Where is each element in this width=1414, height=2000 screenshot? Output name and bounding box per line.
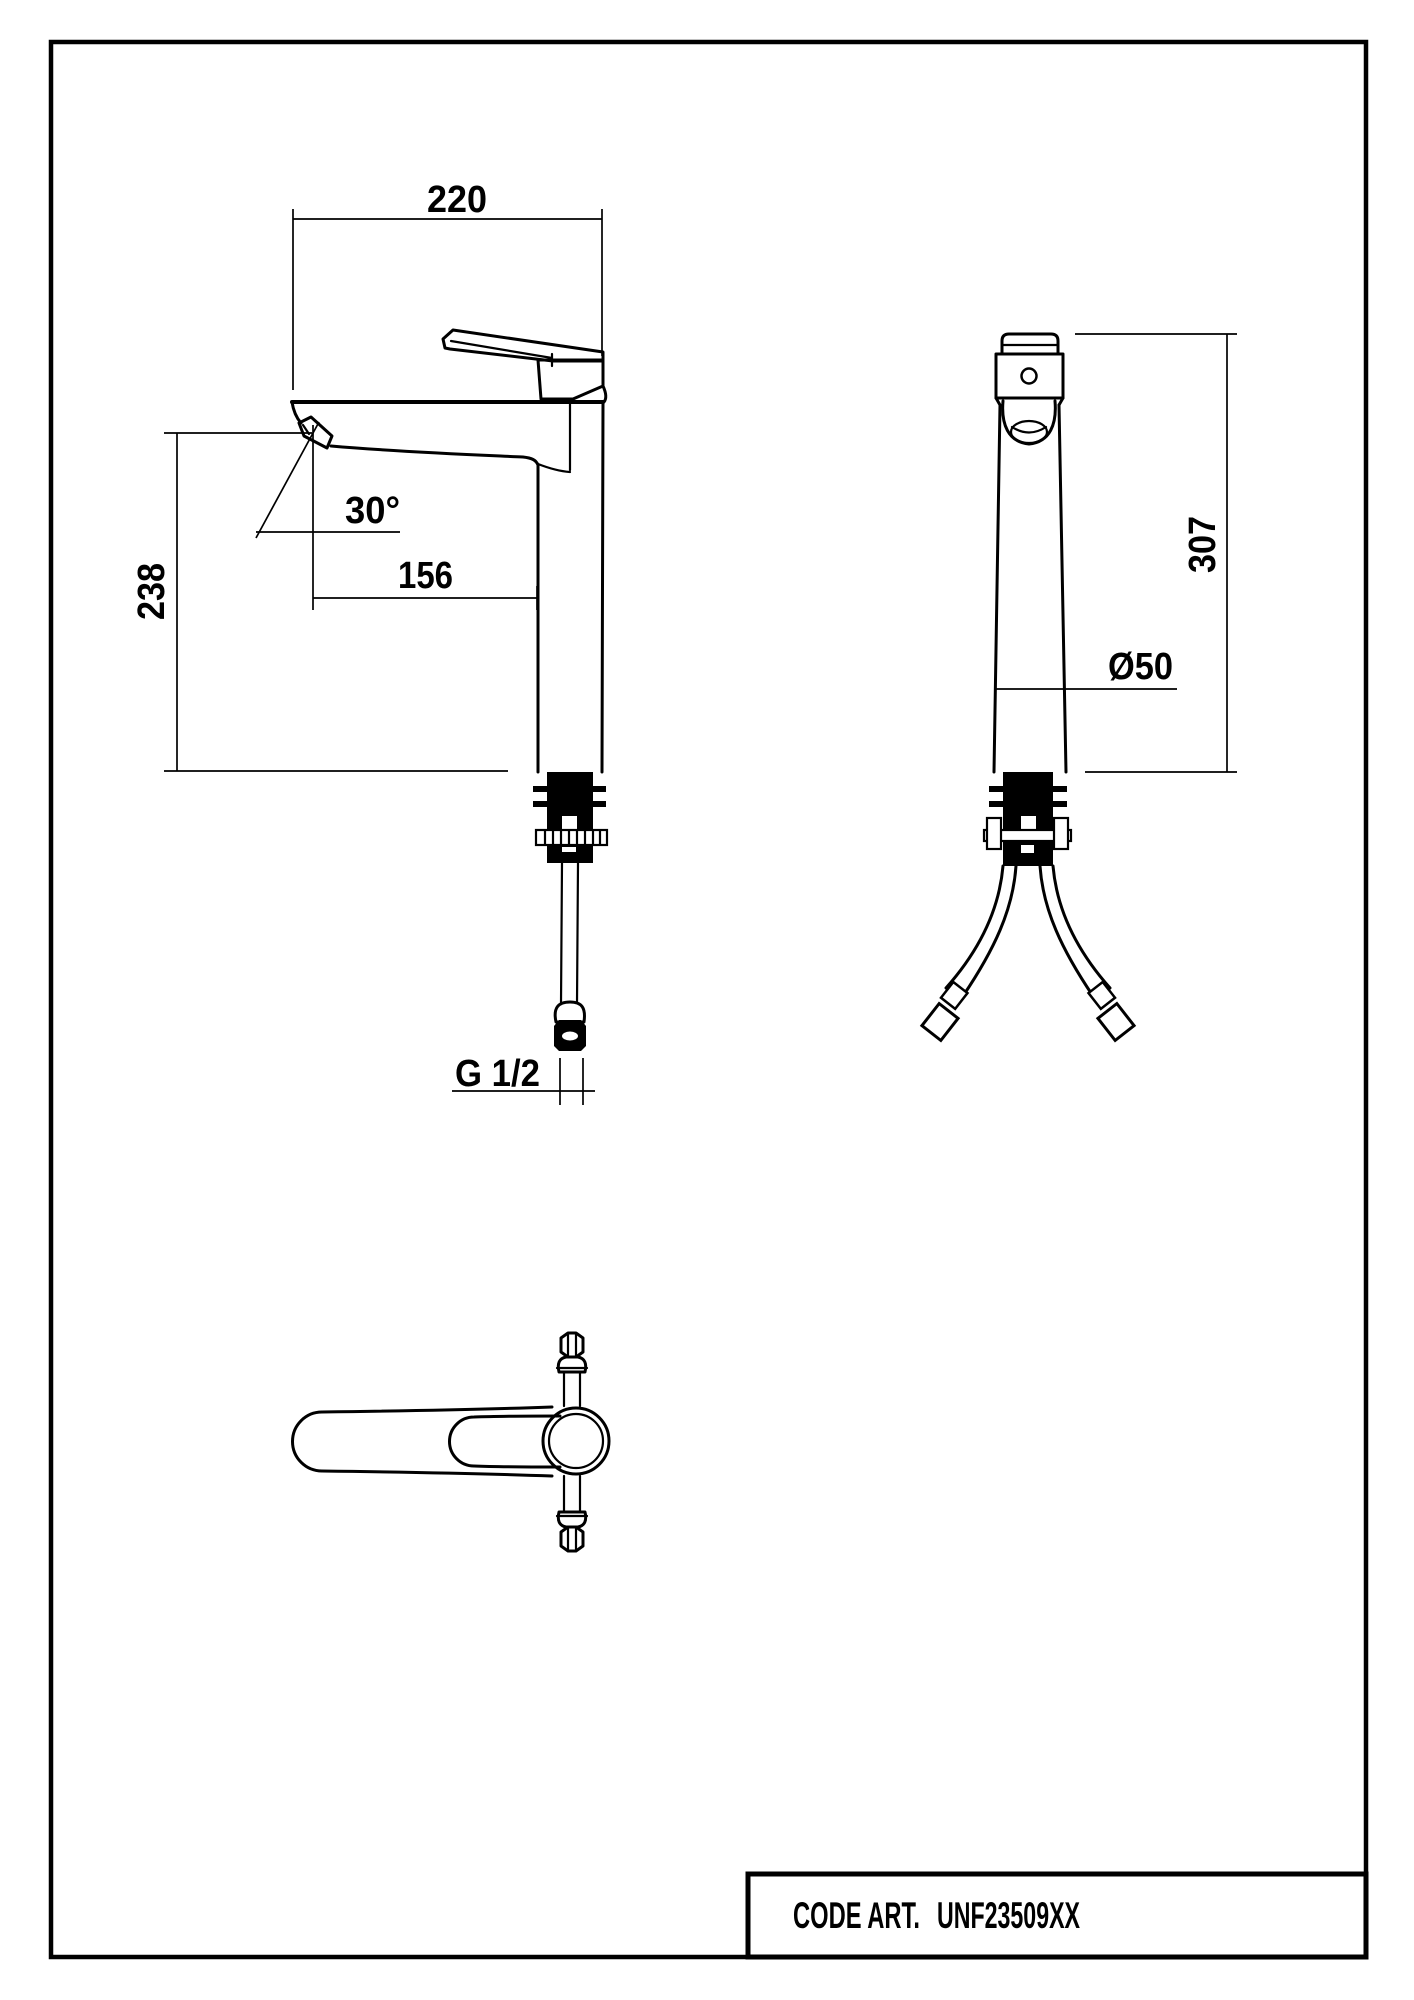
title-block-code: UNF23509XX <box>937 1895 1081 1936</box>
dim-220-label: 220 <box>427 179 487 221</box>
dim-238-label: 238 <box>131 556 173 620</box>
riser-right-edge <box>602 402 603 772</box>
title-block <box>748 1874 1366 1957</box>
plan-bottom-hex-nut <box>561 1527 583 1551</box>
fixing-nut <box>536 830 607 845</box>
dim-30deg-label: 30° <box>345 490 400 532</box>
title-block-label: CODE ART. <box>793 1895 920 1936</box>
bracket-bolt-right <box>1054 818 1068 849</box>
dim-307-label: 307 <box>1182 509 1224 573</box>
dim-d50-label: Ø50 <box>1108 646 1173 688</box>
cover-dot <box>1022 369 1037 384</box>
supply-pipe <box>561 863 562 1004</box>
dim-g12-label: G 1/2 <box>455 1053 540 1095</box>
bracket-bolt-left <box>987 818 1001 849</box>
pipe-collar <box>555 1002 584 1022</box>
dim-156-label: 156 <box>398 555 453 597</box>
plan-top-hex-nut <box>561 1333 583 1357</box>
